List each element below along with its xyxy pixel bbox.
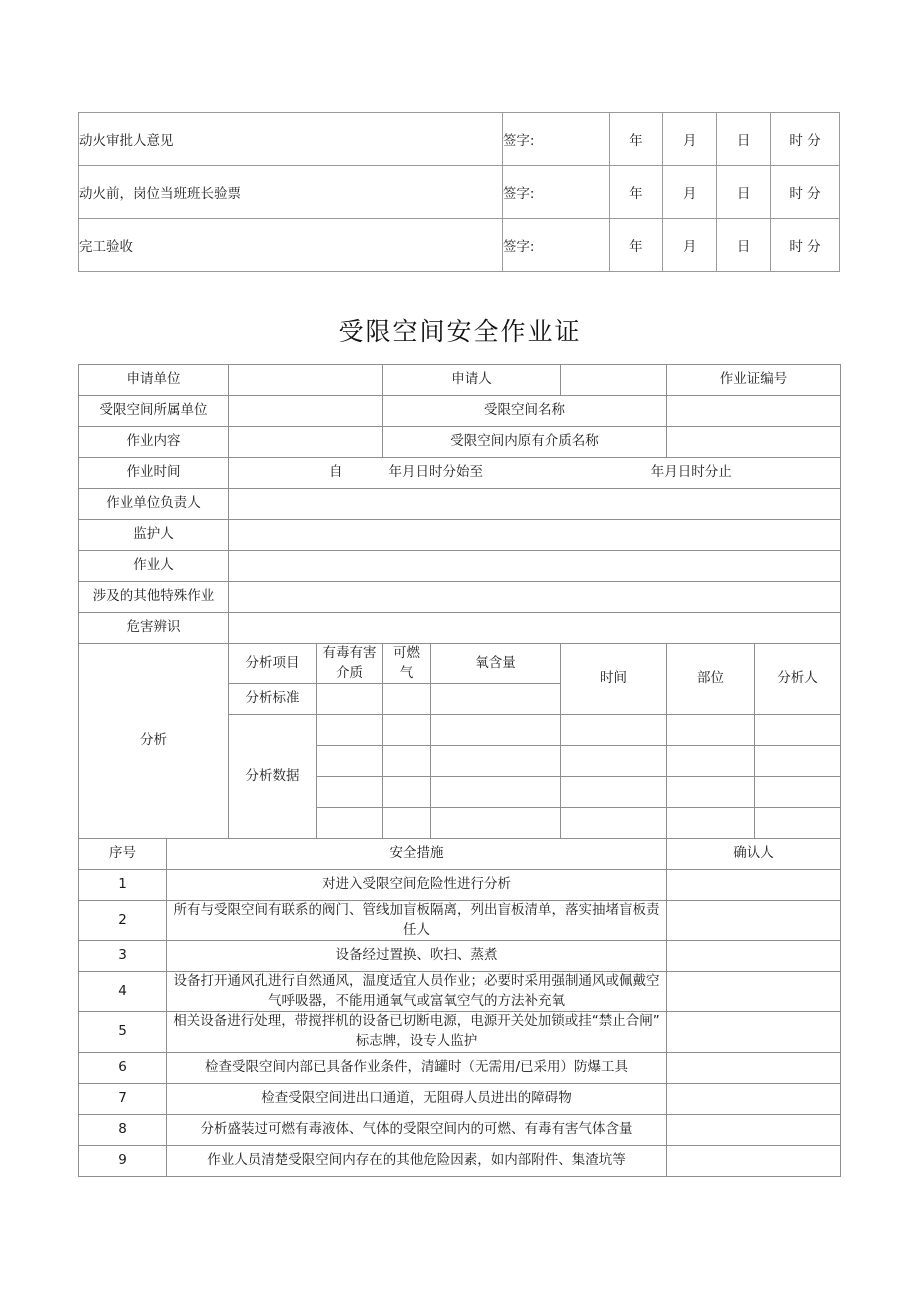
measure-no: 6 <box>79 1052 167 1083</box>
table-row <box>79 489 841 520</box>
field-data-toxic-medium[interactable] <box>317 746 383 777</box>
column-header-time: 时间 <box>561 644 667 715</box>
field-work-time[interactable] <box>229 458 841 489</box>
column-header-no: 序号 <box>79 839 167 870</box>
field-worker[interactable] <box>229 551 841 582</box>
field-standard-toxic-medium[interactable] <box>317 684 383 715</box>
label-space-unit: 受限空间所属单位 <box>79 396 229 427</box>
label-applicant-unit: 申请单位 <box>79 365 229 396</box>
table-row <box>79 427 841 458</box>
table-row <box>79 839 841 870</box>
table-row <box>79 520 841 551</box>
field-data-location[interactable] <box>667 715 755 746</box>
table-row <box>79 1083 841 1114</box>
field-data-location[interactable] <box>667 777 755 808</box>
field-data-oxygen-content[interactable] <box>431 746 561 777</box>
field-unit-head[interactable] <box>229 489 841 520</box>
measure-no: 7 <box>79 1083 167 1114</box>
field-data-flammable-gas[interactable] <box>383 808 431 839</box>
measure-no: 2 <box>79 901 167 941</box>
field-data-time[interactable] <box>561 715 667 746</box>
label-hazard-id: 危害辨识 <box>79 613 229 644</box>
measure-text: 相关设备进行处理，带搅拌机的设备已切断电源，电源开关处加锁或挂“禁止合闸”标志牌，设专人监护 <box>167 1012 667 1052</box>
field-standard-flammable-gas[interactable] <box>383 684 431 715</box>
label-original-medium: 受限空间内原有介质名称 <box>383 427 667 458</box>
field-applicant-unit[interactable] <box>229 365 383 396</box>
time-from-prefix: 自 <box>329 464 343 481</box>
measure-no: 3 <box>79 941 167 972</box>
column-header-flammable-gas: 可燃气 <box>383 644 431 684</box>
approval-year-unit[interactable]: 年 <box>609 113 663 166</box>
approval-year-unit[interactable]: 年 <box>609 219 663 272</box>
measure-confirmer-field[interactable] <box>667 901 841 941</box>
time-to-value: 年月日时分止 <box>650 464 732 481</box>
approval-table <box>78 112 840 272</box>
field-data-location[interactable] <box>667 808 755 839</box>
label-work-time: 作业时间 <box>79 458 229 489</box>
label-analysis: 分析 <box>79 644 229 839</box>
field-applicant[interactable] <box>561 365 667 396</box>
label-other-special: 涉及的其他特殊作业 <box>79 582 229 613</box>
table-row <box>79 901 841 941</box>
column-header-analyst: 分析人 <box>755 644 841 715</box>
label-work-content: 作业内容 <box>79 427 229 458</box>
column-header-oxygen-content: 氧含量 <box>431 644 561 684</box>
approval-signature-label[interactable]: 签字: <box>502 219 609 272</box>
field-data-analyst[interactable] <box>755 715 841 746</box>
field-data-analyst[interactable] <box>755 777 841 808</box>
approval-row-label: 动火审批人意见 <box>79 113 503 166</box>
label-analysis-item: 分析项目 <box>229 644 317 684</box>
table-row <box>79 396 841 427</box>
measure-no: 9 <box>79 1145 167 1176</box>
field-hazard-id[interactable] <box>229 613 841 644</box>
label-permit-no: 作业证编号 <box>667 365 841 396</box>
field-data-location[interactable] <box>667 746 755 777</box>
approval-row-label: 完工验收 <box>79 219 503 272</box>
approval-time-unit[interactable]: 时 分 <box>771 219 840 272</box>
field-guardian[interactable] <box>229 520 841 551</box>
table-row <box>79 219 840 272</box>
measure-confirmer-field[interactable] <box>667 972 841 1012</box>
field-data-oxygen-content[interactable] <box>431 715 561 746</box>
column-header-safety-measures: 安全措施 <box>167 839 667 870</box>
field-data-toxic-medium[interactable] <box>317 715 383 746</box>
measure-no: 5 <box>79 1012 167 1052</box>
label-space-name: 受限空间名称 <box>383 396 667 427</box>
approval-time-unit[interactable]: 时 分 <box>771 166 840 219</box>
approval-day-unit[interactable]: 日 <box>717 166 771 219</box>
table-row <box>79 365 841 396</box>
field-data-time[interactable] <box>561 808 667 839</box>
measure-no: 4 <box>79 972 167 1012</box>
measure-text: 对进入受限空间危险性进行分析 <box>167 870 667 901</box>
label-worker: 作业人 <box>79 551 229 582</box>
field-data-time[interactable] <box>561 746 667 777</box>
label-guardian: 监护人 <box>79 520 229 551</box>
label-unit-head: 作业单位负责人 <box>79 489 229 520</box>
field-standard-oxygen-content[interactable] <box>431 684 561 715</box>
permit-table <box>78 364 841 1177</box>
approval-day-unit[interactable]: 日 <box>717 219 771 272</box>
field-data-flammable-gas[interactable] <box>383 777 431 808</box>
field-data-toxic-medium[interactable] <box>317 808 383 839</box>
measure-text: 作业人员清楚受限空间内存在的其他危险因素，如内部附件、集渣坑等 <box>167 1145 667 1176</box>
table-row <box>79 1012 841 1052</box>
table-row <box>79 582 841 613</box>
field-data-oxygen-content[interactable] <box>431 808 561 839</box>
measure-confirmer-field[interactable] <box>667 1114 841 1145</box>
measure-text: 设备打开通风孔进行自然通风，温度适宜人员作业；必要时采用强制通风或佩戴空气呼吸器，不能用通氧气或富氧空气的方法补充氧 <box>167 972 667 1012</box>
field-data-analyst[interactable] <box>755 808 841 839</box>
field-data-analyst[interactable] <box>755 746 841 777</box>
table-row <box>79 1145 841 1176</box>
field-work-content[interactable] <box>229 427 383 458</box>
measure-confirmer-field[interactable] <box>667 1052 841 1083</box>
approval-month-unit[interactable]: 月 <box>663 166 717 219</box>
table-row <box>79 941 841 972</box>
measure-text: 设备经过置换、吹扫、蒸煮 <box>167 941 667 972</box>
table-row <box>79 870 841 901</box>
measure-confirmer-field[interactable] <box>667 941 841 972</box>
measure-confirmer-field[interactable] <box>667 1145 841 1176</box>
label-analysis-data: 分析数据 <box>229 715 317 839</box>
approval-row-label: 动火前，岗位当班班长验票 <box>79 166 503 219</box>
approval-signature-label[interactable]: 签字: <box>502 113 609 166</box>
time-from-value: 年月日时分始至 <box>388 464 483 481</box>
page-title: 受限空间安全作业证 <box>338 317 582 346</box>
field-data-oxygen-content[interactable] <box>431 777 561 808</box>
measure-no: 8 <box>79 1114 167 1145</box>
field-data-flammable-gas[interactable] <box>383 746 431 777</box>
column-header-toxic-medium: 有毒有害介质 <box>317 644 383 684</box>
measure-text: 检查受限空间进出口通道，无阻碍人员进出的障碍物 <box>167 1083 667 1114</box>
measure-no: 1 <box>79 870 167 901</box>
field-data-toxic-medium[interactable] <box>317 777 383 808</box>
table-row <box>79 551 841 582</box>
approval-month-unit[interactable]: 月 <box>663 219 717 272</box>
field-data-flammable-gas[interactable] <box>383 715 431 746</box>
approval-signature-label[interactable]: 签字: <box>502 166 609 219</box>
approval-time-unit[interactable]: 时 分 <box>771 113 840 166</box>
column-header-location: 部位 <box>667 644 755 715</box>
measure-confirmer-field[interactable] <box>667 870 841 901</box>
label-analysis-standard: 分析标准 <box>229 684 317 715</box>
table-row <box>79 458 841 489</box>
measure-confirmer-field[interactable] <box>667 1012 841 1052</box>
approval-day-unit[interactable]: 日 <box>717 113 771 166</box>
approval-year-unit[interactable]: 年 <box>609 166 663 219</box>
table-row <box>79 1052 841 1083</box>
field-original-medium[interactable] <box>667 427 841 458</box>
table-row <box>79 1114 841 1145</box>
table-row <box>79 113 840 166</box>
field-space-unit[interactable] <box>229 396 383 427</box>
table-row <box>79 972 841 1012</box>
table-row <box>79 644 841 684</box>
table-row <box>79 166 840 219</box>
label-applicant: 申请人 <box>383 365 561 396</box>
field-space-name[interactable] <box>667 396 841 427</box>
column-header-confirmer: 确认人 <box>667 839 841 870</box>
measure-text: 分析盛装过可燃有毒液体、气体的受限空间内的可燃、有毒有害气体含量 <box>167 1114 667 1145</box>
approval-month-unit[interactable]: 月 <box>663 113 717 166</box>
measure-text: 检查受限空间内部已具备作业条件，清罐时（无需用/已采用）防爆工具 <box>167 1052 667 1083</box>
measure-confirmer-field[interactable] <box>667 1083 841 1114</box>
table-row <box>79 613 841 644</box>
field-other-special[interactable] <box>229 582 841 613</box>
measure-text: 所有与受限空间有联系的阀门、管线加盲板隔离，列出盲板清单，落实抽堵盲板责任人 <box>167 901 667 941</box>
field-data-time[interactable] <box>561 777 667 808</box>
